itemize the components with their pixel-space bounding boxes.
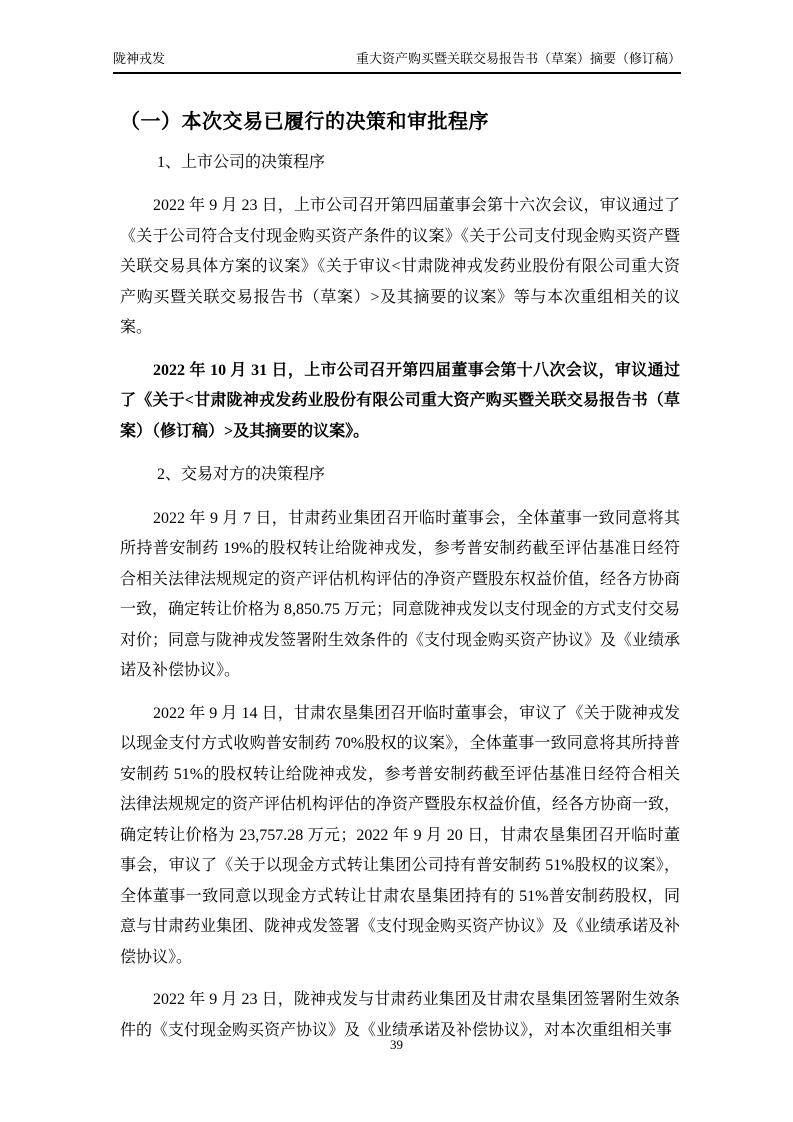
subsection-heading-counterparty: 2、交易对方的决策程序	[157, 466, 326, 484]
document-body	[120, 96, 680, 1058]
paragraph-agreement-signing: 2022 年 9 月 23 日，陇神戎发与甘肃药业集团及甘肃农垦集团签署附生效条件的《支付现金购买资产协议》及《业绩承诺及补偿协议》，对本次重组相关事	[120, 991, 680, 1039]
header-company-name: 陇神戎发	[113, 51, 166, 66]
subsection-heading-listed-company: 1、上市公司的决策程序	[157, 154, 326, 171]
page-footer	[0, 1037, 793, 1053]
paragraph-nongken-group-board: 2022 年 9 月 14 日，甘肃农垦集团召开临时董事会，审议了《关于陇神戎发以现金支付方式收购普安制药 70%股权的议案》，全体董事一致同意将其所持普安制药 51%的股权转让给陇神戎发，参考普安制药截至评估基准日经符合相关法律法规规定的资产评估机构评估的净资产暨股东权益价值，经各方协商一致，确定转让价格为 23,757.28 万元；2022 年 9 月 20 日，甘肃农垦集团召开临时董事会，审议了《关于以现金方式转让集团公司持有普安制药 51%股权的议案》，全体董事一致同意以现金方式转让甘肃农垦集团持有的 51%普安制药股权，同意与甘肃药业集团、陇神戎发签署《支付现金购买资产协议》及《业绩承诺及补偿协议》。	[120, 704, 681, 966]
page-number: 39	[390, 1037, 403, 1052]
paragraph-board-18th-meeting-bold: 2022 年 10 月 31 日，上市公司召开第四届董事会第十八次会议，审议通过了《关于<甘肃陇神戎发药业股份有限公司重大资产购买暨关联交易报告书（草案）（修订稿）>及其摘要的议案》。	[120, 361, 680, 440]
header-rule	[113, 50, 681, 74]
page-header	[113, 50, 681, 74]
header-report-title: 重大资产购买暨关联交易报告书（草案）摘要（修订稿）	[355, 51, 681, 66]
paragraph-pharma-group-board: 2022 年 9 月 7 日，甘肃药业集团召开临时董事会，全体董事一致同意将其所持普安制药 19%的股权转让给陇神戎发，参考普安制药截至评估基准日经符合相关法律法规规定的资产评估机构评估的净资产暨股东权益价值，经各方协商一致，确定转让价格为 8,850.75 万元；同意陇神戎发以支付现金的方式支付交易对价；同意与陇神戎发签署附生效条件的《支付现金购买资产协议》及《业绩承诺及补偿协议》。	[120, 509, 681, 680]
paragraph-board-16th-meeting: 2022 年 9 月 23 日，上市公司召开第四届董事会第十六次会议，审议通过了《关于公司符合支付现金购买资产条件的议案》《关于公司支付现金购买资产暨关联交易具体方案的议案》《关于审议<甘肃陇神戎发药业股份有限公司重大资产购买暨关联交易报告书（草案）>及其摘要的议案》等与本次重组相关的议案。	[120, 197, 680, 337]
section-heading: （一）本次交易已履行的决策和审批程序	[120, 111, 489, 133]
